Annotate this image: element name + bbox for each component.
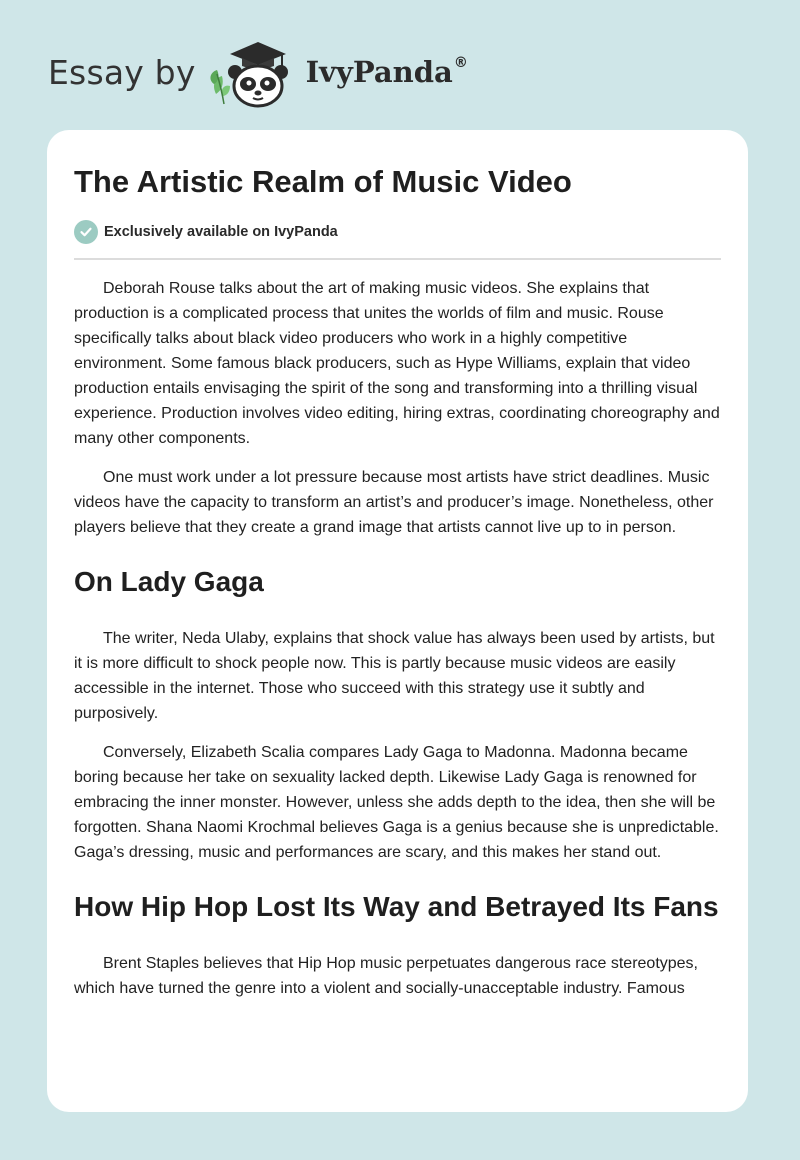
section-heading: On Lady Gaga <box>74 566 264 598</box>
exclusive-label: Exclusively available on IvyPanda <box>104 224 338 241</box>
ivy-leaf-icon <box>210 70 230 104</box>
paragraph: The writer, Neda Ulaby, explains that shock value has always been used by artists, but it is more difficult to shock people now. This is partly because music videos are easily accessible in the internet. Those who succeed with this strategy use it subtly and purposively. <box>74 630 715 723</box>
panda-graduate-icon <box>208 34 308 110</box>
page-title: The Artistic Realm of Music Video <box>74 164 572 199</box>
essay-by-label: Essay by <box>48 52 196 92</box>
essay-body <box>74 276 721 1001</box>
section-hip-hop <box>74 887 721 1001</box>
brand-name <box>306 55 468 89</box>
paragraph: One must work under a lot pressure because most artists have strict deadlines. Music videos have the capacity to transform an artist’s and producer’s image. Nonetheless, other players believe that they create a grand image that artists cannot live up to in person. <box>74 469 714 537</box>
section-intro <box>74 276 721 540</box>
paragraph: Conversely, Elizabeth Scalia compares Lady Gaga to Madonna. Madonna became boring because her take on sexuality lacked depth. Likewise Lady Gaga is renowned for embracing the inner monster. However, unless she adds depth to the idea, then she will be forgotten. Shana Naomi Krochmal believes Gaga is a genius because she is unpredictable. Gaga’s dressing, music and performances are scary, and this makes her stand out. <box>74 744 719 862</box>
section-heading: How Hip Hop Lost Its Way and Betrayed Its Fans <box>74 891 719 923</box>
check-circle-icon <box>74 220 98 244</box>
brand-name-text: IvyPanda <box>305 55 453 89</box>
brand-header <box>48 34 468 110</box>
paragraph: Brent Staples believes that Hip Hop music perpetuates dangerous race stereotypes, which have turned the genre into a violent and socially-unacceptable industry. Famous <box>74 955 698 998</box>
essay-card <box>47 130 748 1112</box>
registered-mark: ® <box>453 55 468 72</box>
paragraph: Deborah Rouse talks about the art of making music videos. She explains that production is a complicated process that unites the worlds of film and music. Rouse specifically talks about black video producers who work in a highly competitive environment. Some famous black producers, such as Hype Williams, explain that video production entails envisaging the spirit of the song and transforming into a thrilling visual experience. Production involves video editing, hiring extras, coordinating choreography and many other components. <box>74 280 720 448</box>
exclusive-badge <box>74 220 721 260</box>
section-lady-gaga <box>74 562 721 865</box>
